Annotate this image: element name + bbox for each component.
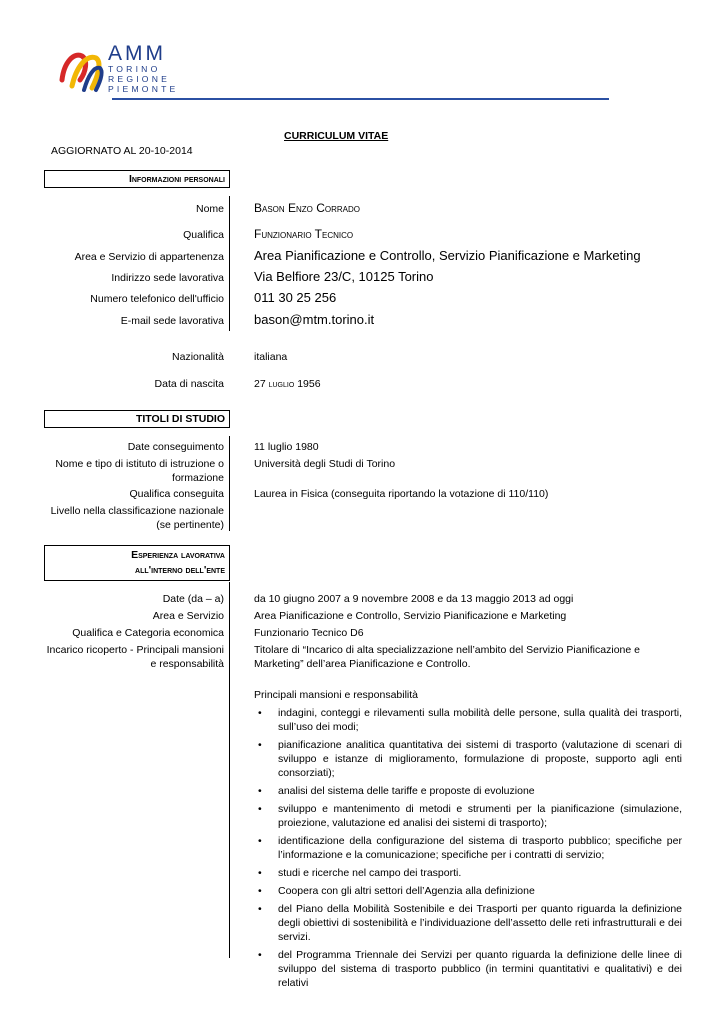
list-item: • del Programma Triennale dei Servizi per quanto riguarda la definizione delle linee di sviluppo del sistema di trasporto pubblico (in termini quantitativi e qualitativi) e dei relativi [254, 948, 682, 990]
label-date-da-a: Date (da – a) [162, 593, 224, 605]
section-education-divider [229, 436, 230, 531]
value-qualifica-categoria: Funzionario Tecnico D6 [254, 627, 364, 639]
header-divider [112, 98, 609, 100]
duties-title: Principali mansioni e responsabilità [254, 689, 419, 701]
logo-line1: TORINO [108, 64, 161, 74]
value-indirizzo: Via Belfiore 23/C, 10125 Torino [254, 269, 434, 284]
list-item: • analisi del sistema delle tariffe e proposte di evoluzione [254, 784, 682, 798]
list-item: • del Piano della Mobilità Sostenibile e dei Trasporti per quanto riguarda la definizione degli obiettivi di sostenibilità e l’individuazione dell’assetto delle reti infrastrutturali e dei servizi. [254, 902, 682, 944]
label-indirizzo: Indirizzo sede lavorativa [111, 272, 224, 284]
duties-list [254, 706, 682, 994]
section-personal-heading: Informazioni personali [44, 170, 230, 188]
value-date-conseguimento: 11 luglio 1980 [254, 441, 319, 453]
label-incarico: Incarico ricoperto - Principali mansioni e responsabilità [46, 644, 224, 670]
section-personal-divider [229, 196, 230, 331]
label-nazionalita: Nazionalità [172, 351, 224, 363]
label-livello: Livello nella classificazione nazionale (se pertinente) [50, 505, 224, 531]
value-incarico: Titolare di “Incarico di alta specializzazione nell’ambito del Servizio Pianificazione e Marketing” dell’area Pianificazione e Controllo. [254, 644, 640, 670]
section-experience-heading-line2: all'interno dell'ente [135, 564, 225, 576]
value-data-nascita: 27 luglio 1956 [254, 378, 321, 390]
label-nome: Nome [195, 203, 224, 215]
value-qualifica: Funzionario Tecnico [254, 227, 354, 241]
label-email: E-mail sede lavorativa [120, 315, 224, 327]
label-area-servizio: Area e Servizio di appartenenza [74, 251, 224, 263]
section-experience-heading [44, 545, 230, 581]
updated-date: AGGIORNATO AL 20-10-2014 [51, 145, 193, 157]
list-item: • sviluppo e mantenimento di metodi e strumenti per la pianificazione (simulazione, proiezione, valutazione ed analisi dei sistemi di trasporto); [254, 802, 682, 830]
section-experience-heading-line1: Esperienza lavorativa [131, 549, 225, 561]
value-telefono: 011 30 25 256 [254, 290, 337, 305]
label-istituto: Nome e tipo di istituto di istruzione o formazione [55, 458, 224, 484]
value-email: bason@mtm.torino.it [254, 312, 375, 327]
logo-line2: REGIONE [108, 74, 171, 84]
list-item: • studi e ricerche nel campo dei trasporti. [254, 866, 682, 880]
logo-text [108, 44, 178, 94]
value-date-da-a: da 10 giugno 2007 a 9 novembre 2008 e da 13 maggio 2013 ad oggi [254, 593, 574, 605]
value-area-servizio-exp: Area Pianificazione e Controllo, Servizio Pianificazione e Marketing [254, 610, 567, 622]
logo-line3: PIEMONTE [108, 84, 179, 94]
label-date-conseguimento: Date conseguimento [127, 441, 224, 453]
label-qualifica-categoria: Qualifica e Categoria economica [72, 627, 224, 639]
logo-brand: AMM [108, 42, 166, 65]
label-telefono: Numero telefonico dell'ufficio [90, 293, 224, 305]
section-education-heading: TITOLI DI STUDIO [44, 410, 230, 428]
list-item: • indagini, conteggi e rilevamenti sulla mobilità delle persone, sulla qualità dei trasporti, sull’uso dei modi; [254, 706, 682, 734]
list-item: • Coopera con gli altri settori dell’Agenzia alla definizione [254, 884, 682, 898]
label-area-servizio-exp: Area e Servizio [152, 610, 224, 622]
section-experience-divider [229, 582, 230, 958]
label-qualifica: Qualifica [183, 229, 224, 241]
value-qualifica-conseguita: Laurea in Fisica (conseguita riportando la votazione di 110/110) [254, 488, 549, 500]
document-title: CURRICULUM VITAE [284, 130, 389, 142]
label-data-nascita: Data di nascita [154, 378, 224, 390]
value-nome: Bason Enzo Corrado [254, 201, 361, 215]
value-istituto: Università degli Studi di Torino [254, 458, 396, 470]
value-area-servizio: Area Pianificazione e Controllo, Servizio Pianificazione e Marketing [254, 248, 641, 263]
list-item: • identificazione della configurazione del sistema di trasporto pubblico; specifiche per l’informazione e la comunicazione; specifiche per i contratti di servizio; [254, 834, 682, 862]
value-nazionalita: italiana [254, 351, 288, 363]
label-qualifica-conseguita: Qualifica conseguita [129, 488, 224, 500]
list-item: • pianificazione analitica quantitativa dei sistemi di trasporto (valutazione di scenari di sviluppo e istanze di miglioramento, formulazione di proposte, supporto agli enti consorziati); [254, 738, 682, 780]
